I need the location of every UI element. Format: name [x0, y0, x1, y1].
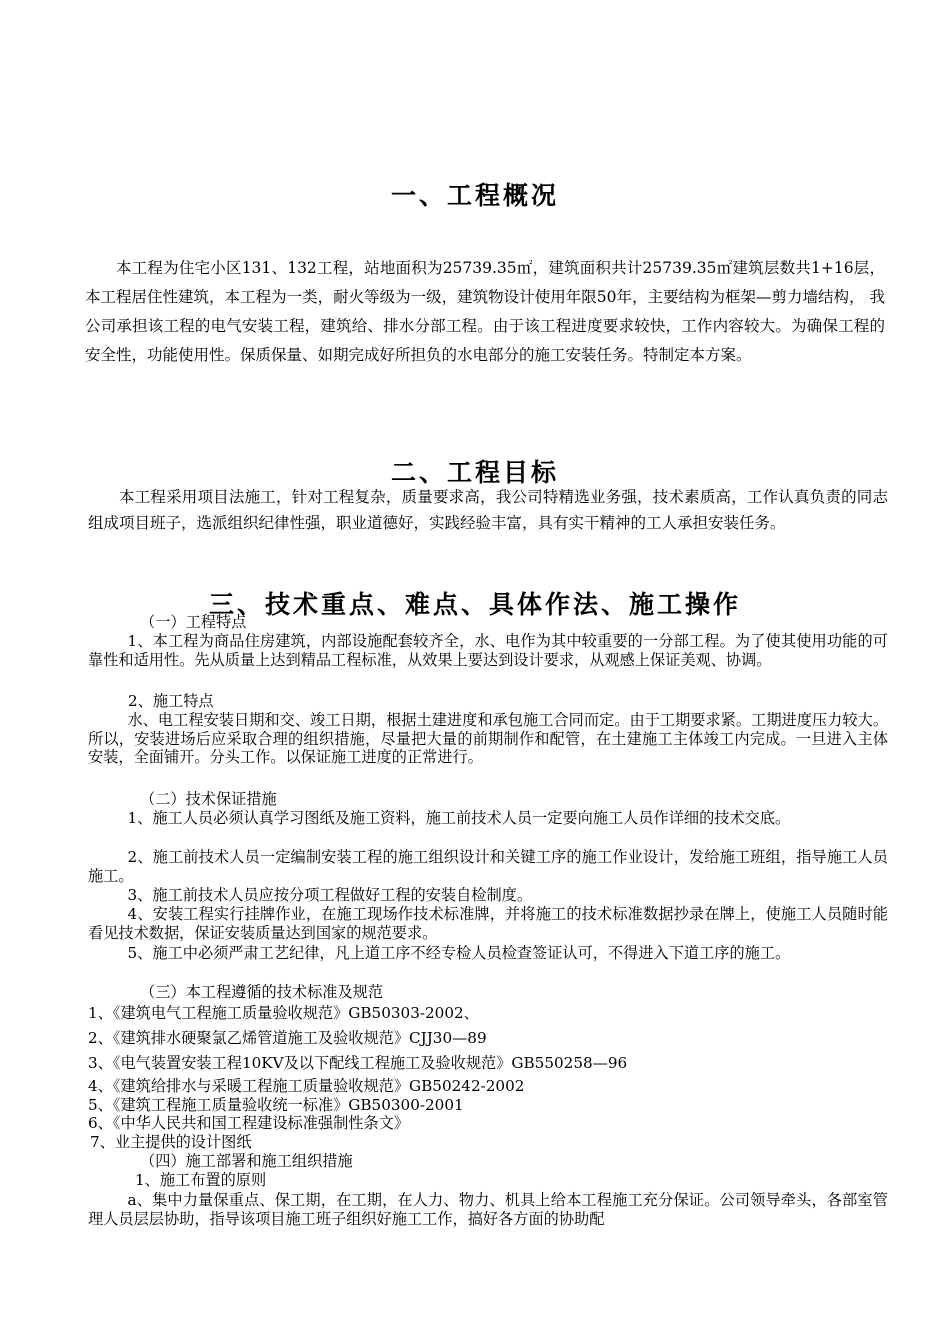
- paragraph-d1a: a、集中力量保重点、保工期，在工期，在人力、物力、机具上给本工程施工充分保证。公司领导牵头，各部室管理人员层层协助，指导该项目施工班子组织好施工工作，搞好各方面的协助配: [88, 1191, 888, 1228]
- standard-item-3: 3、《电气装置安装工程10KV及以下配线工程施工及验收规范》GB550258—96: [88, 1054, 628, 1072]
- standard-item-5: 5、《建筑工程施工质量验收统一标准》GB50300-2001: [88, 1096, 464, 1114]
- standard-item-7: 7、业主提供的设计图纸: [90, 1133, 252, 1151]
- paragraph-b1: 1、施工人员必须认真学习图纸及施工资料，施工前技术人员一定要向施工人员作详细的技术交底。: [127, 809, 791, 827]
- standard-item-2: 2、《建筑排水硬聚氯乙烯管道施工及验收规范》CJJ30—89: [88, 1029, 487, 1047]
- subheading-layout-principle: 1、施工布置的原则: [135, 1171, 267, 1189]
- subheading-construction-features: 2、施工特点: [128, 692, 214, 710]
- paragraph-b3: 3、施工前技术人员应按分项工程做好工程的安装自检制度。: [127, 886, 533, 904]
- paragraph-b5: 5、施工中必须严肃工艺纪律，凡上道工序不经专检人员检查签证认可，不得进入下道工序的施工。: [127, 944, 791, 962]
- paragraph-b2: 2、施工前技术人员一定编制安装工程的施工组织设计和关键工序的施工作业设计，发给施工班组，指导施工人员施工。: [88, 848, 888, 885]
- subheading-deployment: （四）施工部署和施工组织措施: [140, 1152, 353, 1170]
- standard-item-4: 4、《建筑给排水与采暖工程施工质量验收规范》GB50242-2002: [88, 1077, 525, 1095]
- subheading-engineering-features: （一）工程特点: [140, 613, 247, 631]
- section-2-paragraph: 本工程采用项目法施工，针对工程复杂，质量要求高，我公司特精选业务强，技术素质高，工作认真负责的同志组成项目班子，选派组织纪律性强，职业道德好，实践经验丰富，具有实干精神的工人承担安装任务。: [88, 488, 888, 532]
- subheading-tech-assurance: （二）技术保证措施: [140, 790, 277, 808]
- section-2-title: 二、工程目标: [390, 458, 559, 487]
- section-1-paragraph: 本工程为住宅小区131、132工程，站地面积为25739.35㎡，建筑面积共计25739.35㎡建筑层数共1+16层，本工程居住性建筑，本工程为一类，耐火等级为一级，建筑物设计使用年限50年，主要结构为框架—剪力墙结构， 我公司承担该工程的电气安装工程，建筑给、排水分部工程。由于该工程进度要求较快，工作内容较大。为确保工程的安全性，功能使用性。保质保量、如期完成好所担负的水电部分的施工安装任务。特制定本方案。: [85, 259, 885, 364]
- standard-item-6: 6、《中华人民共和国工程建设标准强制性条文》: [88, 1114, 410, 1132]
- subheading-standards: （三）本工程遵循的技术标准及规范: [140, 983, 383, 1001]
- section-1-title: 一、工程概况: [390, 181, 559, 210]
- standard-item-1: 1、《建筑电气工程施工质量验收规范》GB50303-2002、: [88, 1004, 479, 1022]
- paragraph-a2: 水、电工程安装日期和交、竣工日期，根据土建进度和承包施工合同而定。由于工期要求紧。工期进度压力较大。所以，安装进场后应采取合理的组织措施，尽量把大量的前期制作和配管，在土建施工主体竣工内完成。一旦进入主体安装，全面铺开。分头工作。以保证施工进度的正常进行。: [88, 711, 888, 766]
- section-3-title: 三、技术重点、难点、具体作法、施工操作: [208, 590, 741, 619]
- paragraph-b4: 4、安装工程实行挂牌作业，在施工现场作技术标准牌，并将施工的技术标准数据抄录在牌上，使施工人员随时能看见技术数据，保证安装质量达到国家的规范要求。: [88, 905, 888, 942]
- paragraph-a1: 1、本工程为商品住房建筑，内部设施配套较齐全，水、电作为其中较重要的一分部工程。为了使其使用功能的可靠性和适用性。先从质量上达到精品工程标准，从效果上要达到设计要求，从观感上保证美观、协调。: [88, 632, 888, 669]
